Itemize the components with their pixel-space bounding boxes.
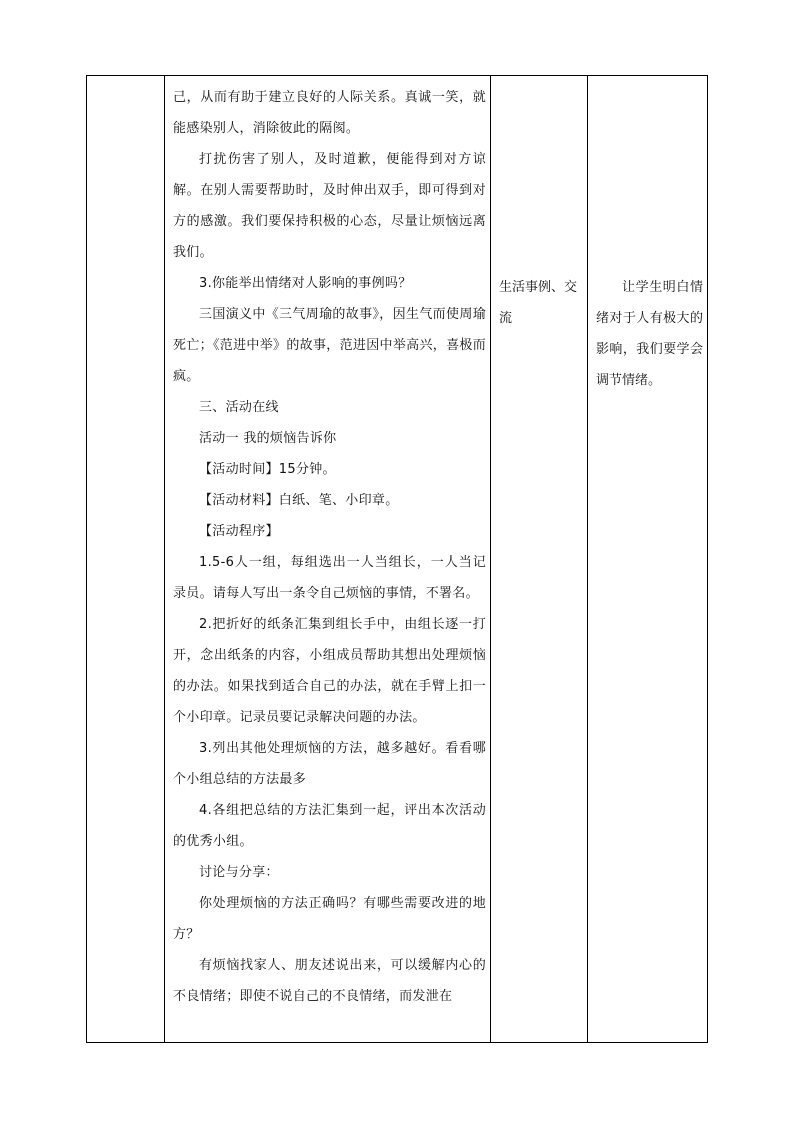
content-paragraph: 【活动材料】白纸、笔、小印章。 bbox=[199, 493, 399, 508]
teaching-content bbox=[165, 76, 490, 1012]
stage-cell bbox=[87, 76, 165, 1043]
content-paragraph: 3.你能举出情绪对人影响的事例吗？ bbox=[199, 276, 412, 291]
content-paragraph: 讨论与分享： bbox=[199, 865, 279, 880]
content-paragraph: 三、活动在线 bbox=[199, 400, 279, 415]
design-intent-text: 让学生明白情绪对于人有极大的影响，我们要学会调节情绪。 bbox=[596, 280, 703, 388]
method-cell bbox=[491, 76, 588, 1043]
content-paragraph: 打扰伤害了别人，及时道歉，便能得到对方谅解。在别人需要帮助时，及时伸出双手，即可得到对方的感激。我们要保持积极的心态，尽量让烦恼远离我们。 bbox=[173, 152, 486, 260]
content-paragraph: 1.5-6人一组，每组选出一人当组长，一人当记录员。请每人写出一条令自己烦恼的事情，不署名。 bbox=[173, 555, 486, 601]
table-row bbox=[87, 76, 708, 1043]
content-paragraph: 2.把折好的纸条汇集到组长手中，由组长逐一打开，念出纸条的内容，小组成员帮助其想出处理烦恼的办法。如果找到适合自己的办法，就在手臂上扣一个小印章。记录员要记录解决问题的办法。 bbox=[173, 617, 486, 725]
content-paragraph: 【活动时间】15分钟。 bbox=[199, 462, 336, 477]
content-paragraph: 有烦恼找家人、朋友述说出来，可以缓解内心的不良情绪；即使不说自己的不良情绪，而发泄在 bbox=[173, 958, 486, 1004]
content-paragraph: 4.各组把总结的方法汇集到一起，评出本次活动的优秀小组。 bbox=[173, 803, 486, 849]
content-cell bbox=[165, 76, 491, 1043]
content-paragraph: 三国演义中《三气周瑜的故事》，因生气而使周瑜死亡；《范进中举》的故事，范进因中举高兴，喜极而疯。 bbox=[173, 307, 486, 384]
goal-cell bbox=[588, 76, 708, 1043]
lesson-plan-table bbox=[86, 75, 708, 1043]
content-paragraph: 【活动程序】 bbox=[199, 524, 279, 539]
content-paragraph: 活动一 我的烦恼告诉你 bbox=[199, 431, 337, 446]
content-paragraph: 你处理烦恼的方法正确吗？有哪些需要改进的地方？ bbox=[173, 896, 486, 942]
content-paragraph: 3.列出其他处理烦恼的方法，越多越好。看看哪个小组总结的方法最多 bbox=[173, 741, 486, 787]
teaching-method-text: 生活事例、交流 bbox=[499, 280, 578, 326]
content-paragraph: 己，从而有助于建立良好的人际关系。真诚一笑，就能感染别人，消除彼此的隔阂。 bbox=[173, 90, 486, 136]
